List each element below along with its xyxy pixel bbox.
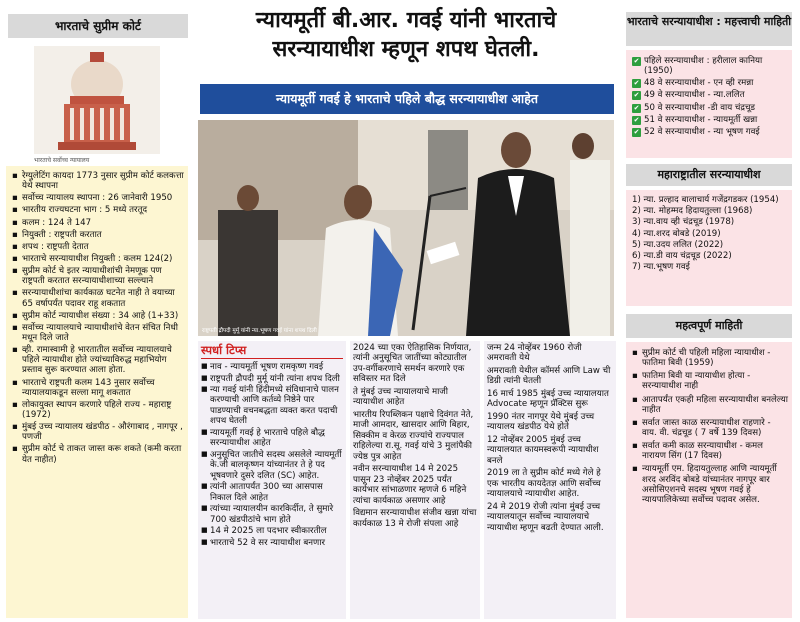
maharashtra-cj-list bbox=[632, 195, 788, 273]
fact-item: ▪ व्ही. रामास्वामी हे भारतातील सर्वोच्च न्यायालयाचे पहिले न्यायाधीश होते ज्यांच्याविरुद्ध महाभियोग प्रस्ताव सुरू करण्यात आला होता. bbox=[12, 345, 184, 375]
article-paragraph: 2024 च्या एका ऐतिहासिक निर्णयात, त्यांनी अनुसूचित जातींच्या कोट्यातील उप-वर्गीकरणाचे समर्थन करणारे एक सविस्तर मत दिले bbox=[353, 343, 472, 385]
supreme-court-facts-list bbox=[12, 171, 184, 465]
article-paragraph: 16 मार्च 1985 मुंबई उच्च न्यायालयात Advocate म्हणून प्रॅक्टिस सुरू bbox=[487, 388, 609, 410]
fact-item: ▪ सर्वोच्च न्यायालय स्थापना : 26 जानेवारी 1950 bbox=[12, 193, 184, 203]
oath-ceremony-illustration bbox=[198, 120, 614, 336]
tips-title: स्पर्धा टिप्स bbox=[201, 343, 343, 359]
cj-item: ✔ 48 वे सरन्यायाधीश - एन व्ही रमन्ना bbox=[632, 78, 788, 88]
tips-column bbox=[198, 341, 346, 619]
info-item: ▪ न्यायमूर्ती एम. हिदायतुल्लाह आणि न्यायमूर्ती शरद अरविंद बोबडे यांच्यानंतर नागपूर बार असोसिएशनचे सदस्य भूषण गवई हे न्यायपालिकेच्या सर्वोच्च पदावर असेल. bbox=[632, 464, 788, 505]
fact-item: ▪ सर्वोच्च न्यायालयाचे न्यायाधीशांचे वेतन संचित निधी मधून दिले जाते bbox=[12, 323, 184, 343]
supreme-court-image bbox=[34, 46, 160, 154]
headline-line2: सरन्यायाधीश म्हणून शपथ घेतली. bbox=[272, 37, 540, 62]
info-item: ▪ सर्वात जास्त काळ सरन्यायाधीश राहणारे - वाय. वी. चंद्रचूड ( 7 वर्षे 139 दिवस) bbox=[632, 418, 788, 438]
tip-item: ■ त्यांच्या न्यायालयीन कारकिर्दीत, ते सुमारे 700 खंडपीठांचे भाग होते bbox=[201, 504, 343, 525]
chief-justice-info-panel bbox=[626, 50, 792, 158]
maharashtra-cj-panel bbox=[626, 190, 792, 306]
fact-item: ▪ रेग्युलेटिंग कायदा 1773 नुसार सुप्रीम कोर्ट कलकत्ता येथे स्थापना bbox=[12, 171, 184, 191]
tip-item: ■ राष्ट्रपती द्रौपदी मुर्मू यांनी त्यांना शपथ दिली bbox=[201, 374, 343, 384]
tip-item: ■ 14 मे 2025 ला पदभार स्वीकारतील bbox=[201, 526, 343, 536]
mh-cj-item: 5) न्या.उदय ललित (2022) bbox=[632, 239, 724, 250]
fact-item: ▪ भारताचे सरन्यायाधीश नियुक्ती : कलम 124(2) bbox=[12, 254, 184, 264]
headline-line1: न्यायमूर्ती बी.आर. गवई यांनी भारताचे bbox=[255, 8, 557, 33]
mh-cj-item: 1) न्या. प्रल्हाद बालाचार्य गजेंद्रगडकर (1954) bbox=[632, 195, 779, 205]
mh-cj-item: 7) न्या.भूषण गवई bbox=[632, 262, 690, 273]
fact-item: ▪ कलम : 124 ते 147 bbox=[12, 218, 184, 228]
article-paragraph: जन्म 24 नोव्हेंबर 1960 रोजी अमरावती येथे bbox=[487, 343, 582, 364]
tip-item: ■ भारताचे 52 वे सर न्यायाधीश बनणार bbox=[201, 538, 343, 548]
tips-list bbox=[201, 362, 343, 548]
important-info-header: महत्वपूर्ण माहिती bbox=[626, 314, 792, 338]
article-paragraph: भारतीय रिपब्लिकन पक्षाचे दिवंगत नेते, माजी आमदार, खासदार आणि बिहार, सिक्कीम व केरळ राज्यांचे राज्यपाल राहिलेल्या रा.सू. गवई यांचे 3 मुलांपैकी ज्येष्ठ पुत्र आहेत bbox=[353, 409, 474, 462]
fact-item: ▪ भारताचे राष्ट्रपती कलम 143 नुसार सर्वोच्च न्यायालयाकडून सल्ला मागू शकतात bbox=[12, 378, 184, 398]
article-paragraph: अमरावती येथील कॉमर्स आणि Law ची डिग्री त्यांनी घेतली bbox=[487, 365, 611, 387]
headline bbox=[194, 6, 618, 64]
cj-item: ✔ 52 वे सरन्यायाधीश - न्या भूषण गवई bbox=[632, 127, 788, 137]
left-header: भारताचे सुप्रीम कोर्ट bbox=[8, 14, 188, 38]
article-paragraph: नवीन सरन्यायाधीश 14 मे 2025 पासून 23 नोव्हेंबर 2025 पर्यंत कार्यभार सांभाळणार म्हणजे 6 महिने त्यांचा कार्यकाळ असणार आहे bbox=[353, 464, 467, 506]
cj-item: ✔ 49 वे सरन्यायाधीश - न्या.ललित bbox=[632, 90, 788, 100]
cj-item: ✔ 50 वे सरन्यायाधीश -डी वाय चंद्रचूड bbox=[632, 103, 788, 113]
article-paragraph: ते मुंबई उच्च न्यायालयाचे माजी न्यायाधीश आहेत bbox=[353, 386, 448, 408]
fact-item: ▪ लोकायुक्त स्थापन करणारे पहिले राज्य - महाराष्ट्र (1972) bbox=[12, 400, 184, 420]
cj-item: ✔ 51 वे सरन्यायाधीश - न्यायमूर्ती खन्ना bbox=[632, 115, 788, 125]
tip-item: ■ न्यायमूर्ती गवई हे भारताचे पहिले बौद्ध सरन्यायाधीश आहेत bbox=[201, 428, 343, 449]
tip-item: ■ त्यांनी आतापर्यंत 300 च्या आसपास निकाल दिले आहेत bbox=[201, 482, 343, 503]
fact-item: ▪ नियुक्ती : राष्ट्रपती करतात bbox=[12, 230, 184, 240]
oath-photo bbox=[198, 120, 614, 336]
tip-item: ■ नाव - न्यायमूर्ती भूषण रामकृष्ण गवई bbox=[201, 362, 343, 372]
info-item: ▪ सुप्रीम कोर्ट ची पहिली महिला न्यायाधीश - फातिमा बिवी (1959) bbox=[632, 348, 788, 368]
article-paragraph: 2019 ला ते सुप्रीम कोर्ट मध्ये गेले हे एक भारतीय कायदेतज्ञ आणि सर्वोच्च न्यायालयाचे न्यायाधीश आहेत. bbox=[487, 468, 601, 500]
article-paragraph: 24 मे 2019 रोजी त्यांना मुंबई उच्च न्यायालयातून सर्वोच्च न्यायालयाचे न्यायाधीश म्हणून बढती देण्यात आली. bbox=[487, 501, 604, 533]
mh-cj-item: 6) न्या.डी वाय चंद्रचूड (2022) bbox=[632, 250, 732, 261]
info-item: ▪ आतापर्यंत एकही महिला सरन्यायाधीश बनलेल्या नाहीत bbox=[632, 395, 788, 415]
important-info-panel bbox=[626, 342, 792, 618]
tip-item: ■ अनुसूचित जातीचे सदस्य असलेले न्यायमूर्ती के.जी बालकृष्णन यांच्यानंतर ते हे पद भूषवणारे दुसरे दलित (SC) आहेत. bbox=[201, 450, 343, 481]
mh-cj-item: 2) न्या. मोहम्मद हिदायतुल्ला (1968) bbox=[632, 206, 753, 217]
photo-caption: राष्ट्रपती द्रौपदी मुर्मू यांनी न्या.भूषण गवई यांना शपथ दिली bbox=[202, 328, 317, 334]
fact-item: ▪ मुंबई उच्च न्यायालय खंडपीठ - औरंगाबाद , नागपूर , पणजी bbox=[12, 422, 184, 442]
article-paragraph: 1990 नंतर नागपूर येथे मुंबई उच्च न्यायालय खंडपीठ येथे होते bbox=[487, 411, 595, 433]
mh-cj-item: 4) न्या.शरद बोबडे (2019) bbox=[632, 228, 721, 239]
mh-cj-item: 3) न्या.वाय व्ही चंद्रचूड (1978) bbox=[632, 217, 735, 228]
headline-banner: न्यायमूर्ती गवई हे भारताचे पहिले बौद्ध सरन्यायाधीश आहेत bbox=[200, 84, 614, 114]
fact-item: ▪ सरन्यायाधीशांचा कार्यकाळ घटनेत नाही ते वयाच्या 65 वर्षापर्यंत पदावर राहू शकतात bbox=[12, 288, 184, 308]
tip-item: ■ न्या गवई यांनी हिंदीमध्ये संविधानाचे पालन करण्याची आणि कर्तव्ये निष्ठेने पार पाडण्याची वचनबद्धता व्यक्त करत पदाची शपथ घेतली bbox=[201, 385, 343, 427]
supreme-court-illustration bbox=[34, 46, 160, 154]
fact-item: ▪ सुप्रीम कोर्ट चे ताकत जास्त करू शकते (कमी करता येत नाहीत) bbox=[12, 444, 184, 464]
fact-item: ▪ सुप्रीम कोर्ट चे इतर न्यायाधीशांची नेमणूक पण राष्ट्रपती करतात सरन्यायाधीशाच्या सल्ल्याने bbox=[12, 266, 184, 286]
left-facts-panel bbox=[6, 166, 188, 618]
article-paragraph: विद्यमान सरन्यायाधीश संजीव खन्ना यांचा कार्यकाळ 13 मे रोजी संपला आहे bbox=[353, 508, 477, 529]
info-item: ▪ सर्वात कमी काळ सरन्यायाधीश - कमल नारायण सिंग (17 दिवस) bbox=[632, 441, 788, 461]
chief-justice-list bbox=[632, 56, 788, 137]
chief-justice-info-header: भारताचे सरन्यायाधीश : महत्त्वाची माहिती bbox=[626, 12, 792, 46]
article-paragraph: 12 नोव्हेंबर 2005 मुंबई उच्च न्यायालयात कायमस्वरूपी न्यायाधीश बनले bbox=[487, 434, 599, 466]
image-caption: भारताचे सर्वोच्च न्यायालय bbox=[34, 157, 90, 164]
fact-item: ▪ भारतीय राज्यघटना भाग : 5 मध्ये तरतूद bbox=[12, 205, 184, 215]
article-column-2 bbox=[350, 341, 480, 619]
article-column-3 bbox=[484, 341, 616, 619]
fact-item: ▪ शपथ : राष्ट्रपती देतात bbox=[12, 242, 184, 252]
info-item: ▪ फातिमा बिवी या न्यायाधीश होत्या - सरन्यायाधीश नाही bbox=[632, 371, 788, 391]
maharashtra-cj-header: महाराष्ट्रातील सरन्यायाधीश bbox=[626, 164, 792, 186]
fact-item: ▪ सुप्रीम कोर्ट न्यायाधीश संख्या : 34 आहे (1+33) bbox=[12, 311, 184, 321]
important-info-list bbox=[632, 348, 788, 505]
cj-item: ✔ पहिले सरन्यायाधीश : हरीलाल कानिया (1950) bbox=[632, 56, 788, 76]
